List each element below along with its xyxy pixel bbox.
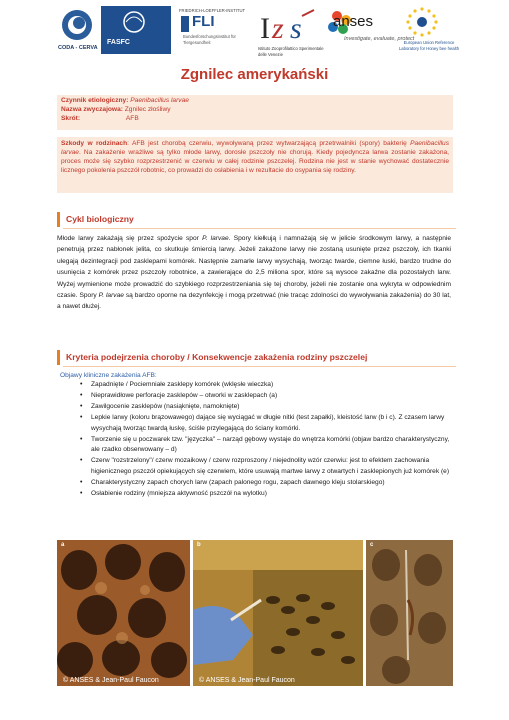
photo-b-letter: b <box>197 542 201 548</box>
coda-cerva-logo <box>60 8 94 42</box>
section-divider <box>63 228 456 229</box>
agent-value: Paenibacillus larvae <box>130 97 189 104</box>
anses-label: anses <box>333 13 374 30</box>
cycle-paragraph <box>57 233 451 313</box>
list-item: • Zapadnięte / Pociemniałe zasklepy komórek (wklęsłe wieczka) <box>58 380 450 391</box>
fli-header: FRIEDRICH-LOEFFLER-INSTITUT <box>179 8 246 13</box>
damage-text-1: : AFB jest chorobą czerwiu, wywoływaną przez wytwarzającą przetrwalniki (spory) bakterię <box>127 140 411 147</box>
list-item: • Zawilgocenie zasklepów (nasiąknięte, namoknięte) <box>58 402 450 413</box>
cycle-text-2: . Spory kiełkują i namnażają się w jelicie środkowym larwy, a następnie penetrują przez nabłonek jelita, co skutkuje śmiercią larwy. Jeżeli zakażone larwy nie zostaną usunięte przez pszczoły, ich tkanki ulegają dezintegracji pod zasklepami komórek. Następnie zamarłe larwy wysychają, tworząc twarde, ciemne łuski, bardzo trudne do usunięcia z komórek przez pszczoły robotnice, a zawierające do 2,5 miliona spor, które są wysoce zakaźne dla pozostałych larw. Wyżej wymienione może prowadzić do szybkiego rozprzestrzeniania się tej choroby, jeżeli nie zostanie ona wykryta w odpowiednim czasie. Spory <box>57 235 452 300</box>
izs-logo <box>258 8 320 44</box>
common-name-value: Zgnilec złośliwy <box>124 106 171 113</box>
photo-c <box>366 540 453 686</box>
section-title-cycle: Cykl biologiczny <box>66 214 134 224</box>
photo-c-image <box>366 540 453 686</box>
info-box <box>57 95 453 130</box>
cycle-text-1: Młode larwy zakażają się przez spożycie spor <box>57 235 203 242</box>
svg-text:I: I <box>260 12 270 44</box>
abbr-label: Skrót: <box>61 115 81 122</box>
section-title-criteria: Kryteria podejrzenia choroby / Konsekwencje zakażenia rodziny pszczelej <box>66 352 368 362</box>
eu-stars-icon <box>404 6 440 38</box>
abbr-value: AFB <box>125 115 139 122</box>
fasfc-logo <box>101 6 171 54</box>
agent-label: Czynnik etiologiczny: <box>61 97 129 104</box>
fasfc-emblem <box>101 6 171 36</box>
section-divider <box>63 366 456 367</box>
photo-b-credit: © ANSES & Jean-Paul Faucon <box>199 677 295 684</box>
svg-text:z: z <box>272 12 284 44</box>
photo-c-letter: c <box>370 542 374 548</box>
fli-label: FLI <box>192 13 215 30</box>
cycle-text-3: są bardzo oporne na dezynfekcję i mogą przetrwać (nie tracąc zdolności do wywoływania zakażenia) do 30 lat, a nawet dłużej. <box>57 292 451 311</box>
common-name-row <box>61 106 171 115</box>
izs-label: Istituto Zooprofilattico Sperimentale delle Venezie <box>258 46 324 57</box>
cycle-species-2: P. larvae <box>98 292 124 300</box>
section-heading-criteria <box>57 350 456 365</box>
logo-bar <box>0 0 509 62</box>
list-item: • Tworzenie się u poczwarek tzw. "języczka" – narząd gębowy wystaje do wnętrza komórki (objaw bardzo charakterystyczny, ale rzadko obserwowany – d) <box>58 435 450 457</box>
list-item: • Lepkie larwy (koloru brązowawego) dające się wyciągać w długie nitki (test zapałki), kleistość larw (b i c). Z czasem larwy wysychają tworząc twardą łuskę, ściśle przylegającą do ściany komórki. <box>58 413 450 435</box>
list-item: • Nieprawidłowe perforacje zasklepów – otworki w zasklepach (a) <box>58 391 450 402</box>
damage-text <box>61 140 449 176</box>
section-heading-cycle <box>57 212 456 227</box>
photo-a <box>57 540 190 686</box>
photo-a-credit: © ANSES & Jean-Paul Faucon <box>63 677 159 684</box>
photo-a-letter: a <box>61 542 65 548</box>
cycle-species-1: P. larvae <box>202 235 229 242</box>
photo-a-image <box>57 540 190 686</box>
damage-label: Szkody w rodzinach <box>61 140 128 147</box>
fasfc-label: FASFC <box>107 39 130 46</box>
symptoms-list <box>58 380 450 500</box>
common-name-label: Nazwa zwyczajowa: <box>61 106 123 113</box>
list-item: • Osłabienie rodziny (mniejsza aktywność pszczół na wylotku) <box>58 489 450 500</box>
damage-box <box>57 137 453 193</box>
list-item: • Charakterystyczny zapach chorych larw (zapach palonego rogu, zapach dawnego kleju stolarskiego) <box>58 478 450 489</box>
symptoms-intro: Objawy kliniczne zakażenia AFB: <box>60 372 157 379</box>
photo-b <box>193 540 363 686</box>
list-item: • Czerw "rozstrzelony"/ czerw mozaikowy / czerw rozproszony / niejednolity wzór czerwiu: jest to efektem zachowania higienicznego pszczół opiekujących się czerwiem, które usuwają martwe larwy z otwartych i zasklepionych już komórek (e) <box>58 456 450 478</box>
svg-text:s: s <box>290 12 302 44</box>
damage-species: Paenibacillus larvae <box>61 140 449 156</box>
page-title: Zgnilec amerykański <box>180 66 329 83</box>
agent-row <box>61 97 189 106</box>
fli-sub: Bundesforschungsinstitut für Tiergesundheit <box>183 34 236 45</box>
photo-b-image <box>193 540 363 686</box>
eurl-label: European Union Reference Laboratory for Honey bee health <box>398 40 460 51</box>
damage-text-2: . Na zakażenie wrażliwe są tylko młode larwy, dorosłe pszczoły nie chorują. Kiedy pojedyncza larwa zostanie zakażona, proces może się szybko rozprzestrzenić w czerwiu w całej rodzinie pszczelej. Rodzina nie jest w stanie wychować dostatecznie licznego pokolenia pszczół robotnic, co prowadzi do osłabienia i w rezultacie do osypania się rodziny. <box>61 148 449 174</box>
fli-mark <box>181 16 189 32</box>
abbr-row <box>61 115 139 124</box>
coda-label: CODA - CERVA <box>58 45 98 51</box>
anses-tagline: Investigate, evaluate, protect <box>344 36 415 42</box>
